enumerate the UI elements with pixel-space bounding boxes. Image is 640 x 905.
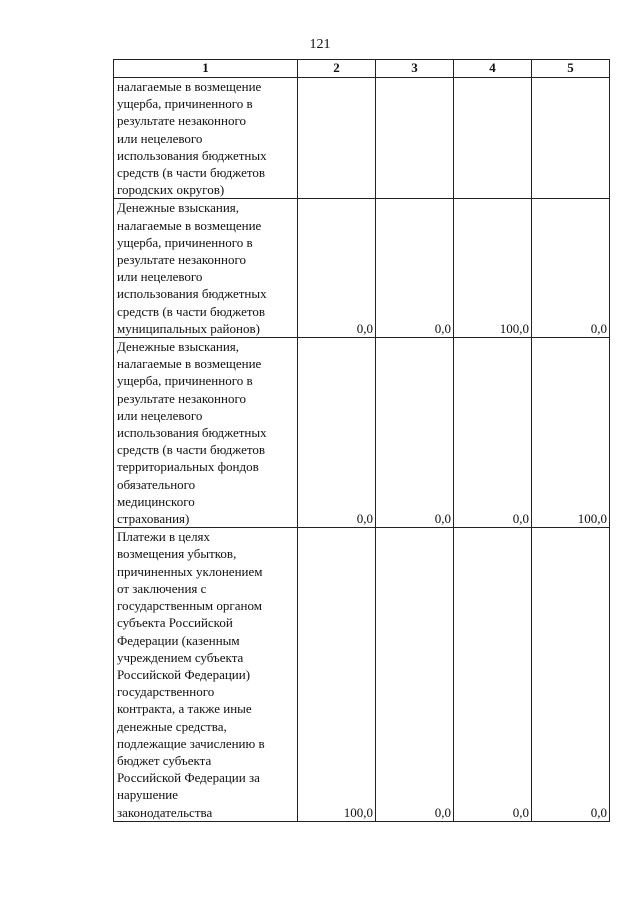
description-line: возмещения убытков, — [117, 546, 237, 562]
description-line: страхования) — [117, 511, 190, 527]
description-line: обязательного — [117, 476, 196, 492]
value-cell-col-5: 100,0 — [532, 338, 610, 528]
value-cell-col-3 — [376, 78, 454, 199]
value-cell-col-2 — [298, 78, 376, 199]
column-header-5: 5 — [532, 60, 610, 78]
value-cell-col-4: 100,0 — [454, 199, 532, 338]
description-line: государственным органом — [117, 598, 262, 614]
page-number: 121 — [309, 37, 331, 52]
description-line: результате незаконного — [117, 390, 246, 406]
description-line: государственного — [117, 684, 215, 700]
description-line: использования бюджетных — [117, 425, 267, 441]
description-line: использования бюджетных — [117, 286, 267, 302]
table-row — [114, 78, 610, 199]
description-line: использования бюджетных — [117, 147, 267, 163]
description-line: Российской Федерации за — [117, 770, 260, 786]
description-line: результате незаконного — [117, 113, 246, 129]
description-line: или нецелевого — [117, 269, 203, 285]
row-description — [114, 528, 298, 821]
description-line: муниципальных районов) — [117, 320, 260, 336]
description-line: контракта, а также иные — [117, 701, 252, 717]
value-cell-col-2: 0,0 — [298, 199, 376, 338]
description-line: субъекта Российской — [117, 615, 233, 631]
value-cell-col-5: 0,0 — [532, 528, 610, 821]
value-cell-col-2: 0,0 — [298, 338, 376, 528]
table-header-row — [114, 60, 610, 78]
description-line: Денежные взыскания, — [117, 200, 240, 216]
description-line: или нецелевого — [117, 407, 203, 423]
description-line: налагаемые в возмещение — [117, 356, 262, 372]
value-cell-col-3: 0,0 — [376, 528, 454, 821]
value-cell-col-5: 0,0 — [532, 199, 610, 338]
description-line: средств (в части бюджетов — [117, 442, 266, 458]
row-description — [114, 199, 298, 338]
table-row — [114, 528, 610, 821]
description-line: причиненных уклонением — [117, 563, 263, 579]
description-line: медицинского — [117, 493, 195, 509]
row-description — [114, 78, 298, 199]
description-line: средств (в части бюджетов — [117, 303, 266, 319]
description-line: территориальных фондов — [117, 459, 259, 475]
description-line: подлежащие зачислению в — [117, 735, 265, 751]
value-cell-col-4: 0,0 — [454, 338, 532, 528]
row-description — [114, 338, 298, 528]
value-cell-col-5 — [532, 78, 610, 199]
description-line: бюджет субъекта — [117, 752, 212, 768]
value-cell-col-3: 0,0 — [376, 199, 454, 338]
description-line: ущерба, причиненного в — [117, 234, 253, 250]
description-line: или нецелевого — [117, 130, 203, 146]
column-header-3: 3 — [376, 60, 454, 78]
description-line: законодательства — [117, 804, 213, 820]
table-row — [114, 338, 610, 528]
description-line: городских округов) — [117, 182, 225, 198]
column-header-4: 4 — [454, 60, 532, 78]
description-line: ущерба, причиненного в — [117, 96, 253, 112]
description-line: Российской Федерации) — [117, 666, 251, 682]
value-cell-col-3: 0,0 — [376, 338, 454, 528]
column-header-2: 2 — [298, 60, 376, 78]
table-row — [114, 199, 610, 338]
description-line: результате незаконного — [117, 252, 246, 268]
table-body — [114, 78, 610, 822]
value-cell-col-2: 100,0 — [298, 528, 376, 821]
column-header-1: 1 — [114, 60, 298, 78]
value-cell-col-4: 0,0 — [454, 528, 532, 821]
budget-table — [113, 59, 610, 822]
description-line: налагаемые в возмещение — [117, 217, 262, 233]
description-line: ущерба, причиненного в — [117, 373, 253, 389]
description-line: Денежные взыскания, — [117, 339, 240, 355]
description-line: налагаемые в возмещение — [117, 79, 262, 94]
description-line: учреждением субъекта — [117, 649, 244, 665]
description-line: нарушение — [117, 787, 179, 803]
description-line: средств (в части бюджетов — [117, 165, 266, 181]
value-cell-col-4 — [454, 78, 532, 199]
description-line: Федерации (казенным — [117, 632, 240, 648]
description-line: денежные средства, — [117, 718, 227, 734]
description-line: от заключения с — [117, 580, 207, 596]
description-line: Платежи в целях — [117, 529, 211, 545]
